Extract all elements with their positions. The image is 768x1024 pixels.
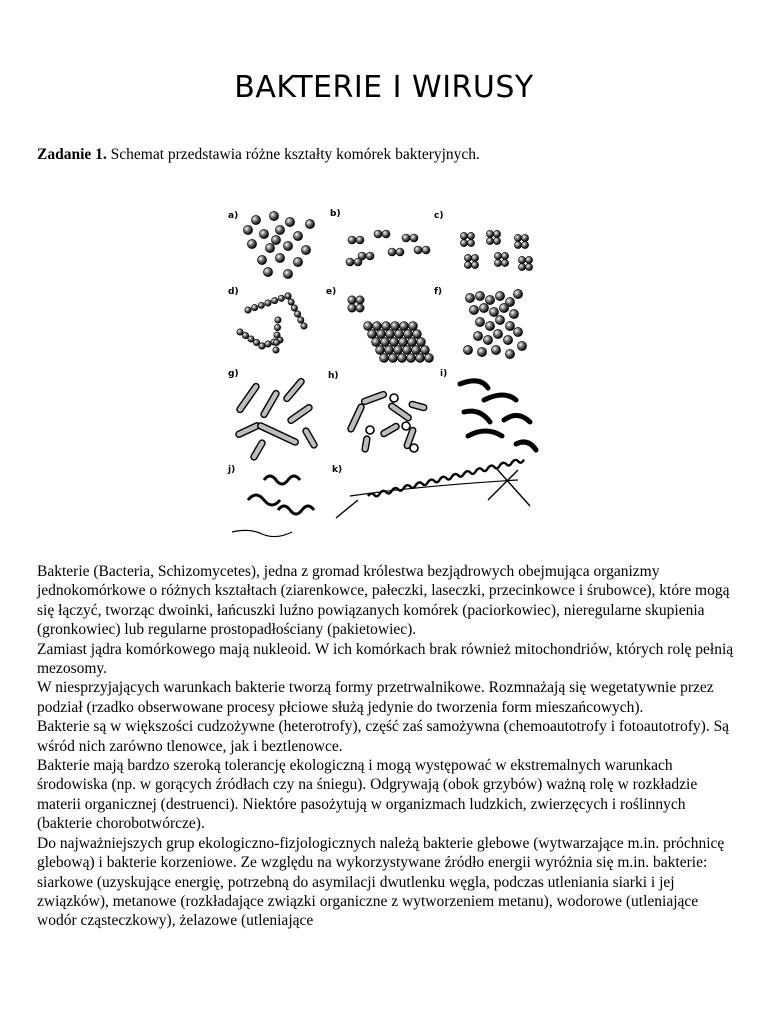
streptococcus-cell	[271, 297, 277, 303]
sarcina-cell	[408, 338, 417, 347]
sarcina-cell	[381, 338, 390, 347]
staphylococcus-cell	[505, 349, 514, 358]
diplococcus-cell	[354, 258, 362, 266]
staphylococcus-cell	[509, 309, 518, 318]
spore-rod-cell-body	[380, 422, 400, 437]
task-label: Zadanie 1.	[37, 146, 107, 163]
bacillus-cell	[235, 422, 261, 438]
diplococcus-cell	[410, 234, 418, 242]
diplococcus-cell	[356, 236, 364, 244]
staphylococcus-cell	[495, 315, 504, 324]
tetrad-cell	[493, 230, 500, 237]
bacillus-cell	[283, 377, 306, 402]
diplococcus-cell	[414, 246, 422, 254]
tetrad-cell	[460, 239, 467, 246]
tetrad-cell	[486, 230, 493, 237]
sarcina-cell	[417, 338, 426, 347]
spore-rod-cell	[409, 401, 428, 411]
tetrad-cell	[514, 234, 521, 241]
bacteria-shapes-figure	[218, 200, 553, 545]
coccus-cell	[259, 229, 268, 238]
spore-rod-cell-body	[347, 403, 365, 433]
staphylococcus-cell	[479, 303, 488, 312]
coccus-cell	[283, 269, 292, 278]
staphylococcus-cell	[493, 329, 502, 338]
tetrad-cell	[501, 252, 508, 259]
sarcina-cell	[407, 354, 416, 363]
panel-label: g)	[228, 369, 239, 379]
diplococcus-cell	[346, 258, 354, 266]
staphylococcus-cell	[513, 289, 522, 298]
sarcina-cell	[400, 322, 409, 331]
streptococcus-cell	[274, 324, 280, 330]
spore	[410, 444, 418, 452]
bacillus-cell	[287, 404, 313, 425]
spirillum-cell	[278, 506, 314, 514]
bacillus-cell	[302, 427, 318, 449]
sarcina-cell	[385, 346, 394, 355]
streptococcus-cell	[259, 343, 265, 349]
sarcina-cell	[391, 322, 400, 331]
streptococcus-cell	[278, 295, 284, 301]
paragraph: Bakterie (Bacteria, Schizomycetes), jedna z gromad królestwa bezjądrowych obejmująca organizmy jednokomórkowe o różnych kształtach (ziarenkowce, pałeczki, laseczki, przecinkowce i śrubowce), które mogą się łączyć, tworząc dwoinki, łańcuszki luźno powiązanych komórek (paciorkowiec), nieregularne skupienia (gronkowiec) lub regularne prostopadłościany (pakietowiec).	[37, 563, 730, 639]
staphylococcus-cell	[505, 321, 514, 330]
sarcina-cell	[389, 354, 398, 363]
paragraph: Bakterie są w większości cudzożywne (heterotrofy), część zaś samożywna (chemoautotrofy i fotoautotrofy). Są wśród nich zarówno tlenowce, jak i beztlenowce.	[37, 718, 730, 755]
sarcina-cell	[403, 346, 412, 355]
panel-label: k)	[332, 465, 343, 475]
vibrio-cell	[516, 442, 536, 450]
streptococcus-cell	[288, 299, 294, 305]
staphylococcus-cell	[503, 335, 512, 344]
spore-rod-cell	[347, 403, 365, 433]
streptococcus-cell	[291, 305, 297, 311]
tetrad-cell	[467, 239, 474, 246]
body-text	[37, 562, 737, 931]
coccus-cell	[265, 243, 274, 252]
task-text: Schemat przedstawia różne kształty komórek bakteryjnych.	[106, 146, 480, 163]
sarcina-cell	[390, 338, 399, 347]
tetrad-cell	[467, 232, 474, 239]
bacillus-cell	[236, 382, 260, 413]
panel-label: e)	[326, 287, 337, 297]
coccus-cell	[263, 267, 272, 276]
streptococcus-cell	[251, 304, 257, 310]
coccus-cell	[275, 253, 284, 262]
sarcina-cell	[348, 296, 356, 304]
sarcina-cell	[413, 330, 422, 339]
spore-rod-cell	[361, 391, 387, 406]
panel-label: j)	[228, 465, 236, 475]
panel-label: h)	[328, 371, 339, 381]
coccus-cell	[285, 217, 294, 226]
sarcina-cell	[376, 346, 385, 355]
task-line	[37, 146, 737, 164]
panel-label: c)	[434, 211, 444, 221]
coccus-cell	[247, 239, 256, 248]
page-title: BAKTERIE I WIRUSY	[234, 70, 534, 105]
bacillus-cell-body	[283, 377, 306, 402]
streptococcus-cell	[258, 302, 264, 308]
substrate-line	[350, 480, 518, 496]
diplococcus-cell	[382, 230, 390, 238]
streptococcus-cell	[285, 293, 291, 299]
paragraph: Bakterie mają bardzo szeroką tolerancję ekologiczną i mogą występować w ekstremalnych warunkach środowiska (np. w gorących źródłach czy na śniegu). Odgrywają (obok grzybów) ważną rolę w rozkładzie materii organicznej (destruenci). Niektóre pasożytują w organizmach ludzkich, zwierzęcych i roślinnych (bakterie chorobotwórcze).	[37, 757, 698, 833]
streptococcus-cell	[273, 347, 279, 353]
sarcina-cell	[404, 330, 413, 339]
vibrio-cell	[460, 381, 488, 388]
staphylococcus-cell	[491, 345, 500, 354]
coccus-cell	[257, 255, 266, 264]
tetrad-cell	[514, 241, 521, 248]
coccus-cell	[301, 245, 310, 254]
spore-rod-cell-body	[409, 401, 428, 411]
tetrad-cell	[471, 261, 478, 268]
staphylococcus-cell	[465, 293, 474, 302]
sarcina-cell	[348, 304, 356, 312]
paragraph: W niesprzyjających warunkach bakterie tworzą formy przetrwalnikowe. Rozmnażają się wegetatywnie przez podział (rzadko obserwowane procesy płciowe służą jedynie do tworzenia form mieszańcowych).	[37, 679, 714, 716]
tetrad-cell	[525, 256, 532, 263]
tetrad-cell	[501, 259, 508, 266]
staphylococcus-cell	[477, 347, 486, 356]
sarcina-cell	[380, 354, 389, 363]
sarcina-cell	[356, 296, 364, 304]
bacillus-cell-body	[287, 404, 313, 425]
sarcina-cell	[425, 354, 434, 363]
staphylococcus-cell	[495, 291, 504, 300]
sarcina-cell	[382, 322, 391, 331]
sarcina-cell	[409, 322, 418, 331]
tetrad-cell	[518, 263, 525, 270]
streptococcus-cell	[301, 323, 307, 329]
spore	[402, 422, 410, 430]
staphylococcus-cell	[485, 321, 494, 330]
spore	[366, 426, 374, 434]
sarcina-cell	[412, 346, 421, 355]
tetrad-cell	[521, 241, 528, 248]
spore-rod-cell	[362, 436, 371, 453]
tetrad-cell	[471, 254, 478, 261]
streptococcus-cell	[275, 317, 281, 323]
staphylococcus-cell	[475, 291, 484, 300]
tetrad-cell	[493, 237, 500, 244]
paragraph: Zamiast jądra komórkowego mają nukleoid. W ich komórkach brak również mitochondriów, których rolę pełnią mezosomy.	[37, 640, 734, 678]
sarcina-cell	[356, 304, 364, 312]
coccus-cell	[271, 235, 280, 244]
tetrad-cell	[494, 259, 501, 266]
staphylococcus-cell	[485, 295, 494, 304]
vibrio-cell	[484, 395, 516, 400]
sarcina-cell	[395, 330, 404, 339]
spore	[390, 394, 398, 402]
streptococcus-cell	[265, 300, 271, 306]
staphylococcus-cell	[473, 331, 482, 340]
tetrad-cell	[494, 252, 501, 259]
spirillum-cell	[248, 495, 280, 505]
coccus-cell	[283, 241, 292, 250]
diplococcus-cell	[402, 234, 410, 242]
sarcina-cell	[377, 330, 386, 339]
diplococcus-cell	[374, 230, 382, 238]
sarcina-cell	[398, 354, 407, 363]
coccus-cell	[305, 219, 314, 228]
panel-label: a)	[228, 211, 239, 221]
staphylococcus-cell	[469, 305, 478, 314]
staphylococcus-cell	[483, 335, 492, 344]
substrate-line	[488, 468, 530, 506]
bacillus-cell-body	[260, 390, 280, 419]
vibrio-cell	[464, 411, 490, 422]
tetrad-cell	[460, 232, 467, 239]
staphylococcus-cell	[489, 307, 498, 316]
bacillus-cell	[260, 390, 280, 419]
sarcina-cell	[421, 346, 430, 355]
tetrad-cell	[464, 261, 471, 268]
paragraph: Do najważniejszych grup ekologiczno-fizjologicznych należą bakterie glebowe (wytwarzające m.in. próchnicę glebową) i bakterie korzeniowe. Ze względu na wykorzystywane źródło energii wyróżnia się m.in. bakterie: siarkowe (uzyskujące energię, potrzebną do asymilacji dwutlenku węgla, podczas utleniania siarki i jej związków), metanowe (rozkładające związki organiczne z wytworzeniem metanu), wodorowe (utleniające wodór cząsteczkowy), żelazowe (utleniające	[37, 834, 725, 930]
tetrad-cell	[518, 256, 525, 263]
coccus-cell	[269, 211, 278, 220]
coccus-cell	[293, 257, 302, 266]
flagellum	[232, 530, 292, 536]
coccus-cell	[243, 225, 252, 234]
panel-label: d)	[228, 287, 239, 297]
tetrad-cell	[486, 237, 493, 244]
tetrad-cell	[525, 263, 532, 270]
sarcina-cell	[399, 338, 408, 347]
spore-rod-cell-body	[361, 391, 387, 406]
diplococcus-cell	[348, 236, 356, 244]
streptococcus-cell	[274, 332, 280, 338]
sarcina-cell	[416, 354, 425, 363]
diplococcus-cell	[388, 248, 396, 256]
substrate-line	[336, 500, 358, 518]
bacillus-cell-body	[302, 427, 318, 449]
sarcina-cell	[373, 322, 382, 331]
sarcina-cell	[394, 346, 403, 355]
streptococcus-cell	[265, 341, 271, 347]
coccus-cell	[293, 231, 302, 240]
sarcina-cell	[368, 330, 377, 339]
vibrio-cell	[504, 415, 530, 422]
staphylococcus-cell	[475, 317, 484, 326]
panel-label: i)	[440, 369, 448, 379]
spore-rod-cell-body	[362, 436, 371, 453]
tetrad-cell	[521, 234, 528, 241]
panel-label: f)	[434, 287, 443, 297]
coccus-cell	[251, 215, 260, 224]
sarcina-cell	[364, 322, 373, 331]
staphylococcus-cell	[517, 341, 526, 350]
staphylococcus-cell	[513, 327, 522, 336]
streptococcus-cell	[294, 311, 300, 317]
bacillus-cell-body	[236, 382, 260, 413]
streptococcus-cell	[245, 307, 251, 313]
streptococcus-cell	[273, 339, 279, 345]
sarcina-cell	[372, 338, 381, 347]
diplococcus-cell	[422, 246, 430, 254]
coccus-cell	[275, 225, 284, 234]
panel-label: b)	[330, 209, 341, 219]
diplococcus-cell	[396, 248, 404, 256]
staphylococcus-cell	[499, 303, 508, 312]
streptococcus-cell	[298, 317, 304, 323]
bacillus-cell	[250, 439, 266, 461]
bacillus-cell-body	[235, 422, 261, 438]
staphylococcus-cell	[463, 345, 472, 354]
diplococcus-cell	[366, 252, 374, 260]
vibrio-cell	[468, 431, 502, 436]
tetrad-cell	[464, 254, 471, 261]
sarcina-cell	[386, 330, 395, 339]
spirillum-cell	[264, 476, 300, 484]
spore-rod-cell	[380, 422, 400, 437]
bacillus-cell-body	[250, 439, 266, 461]
